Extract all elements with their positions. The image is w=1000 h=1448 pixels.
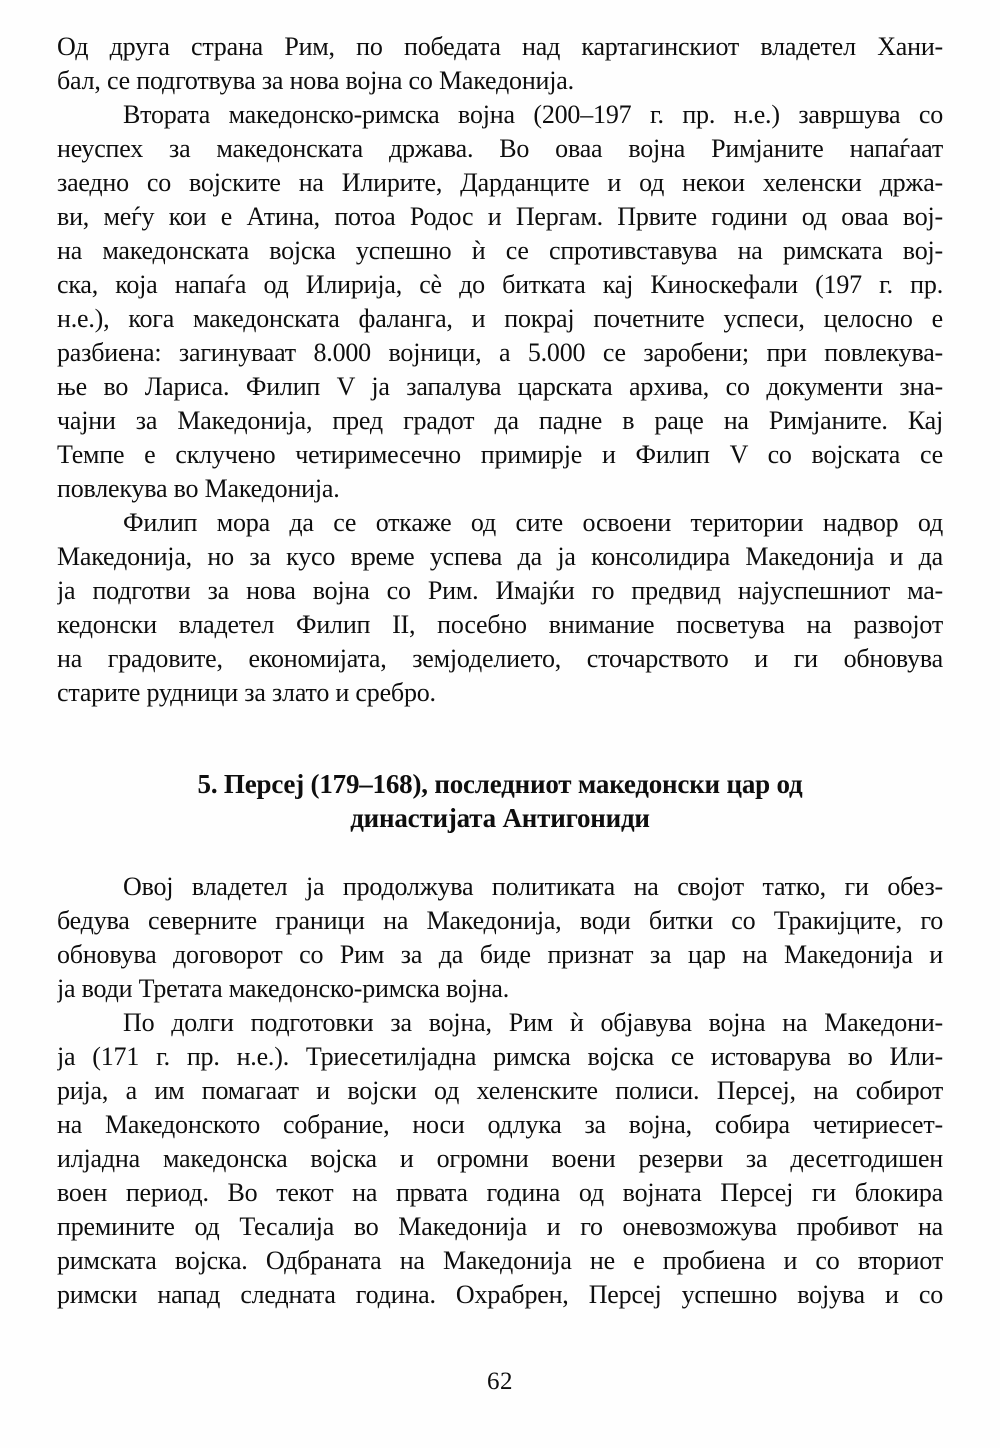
- text-line: на градовите, економијата, земјоделието, сточарството и ги обновува: [57, 644, 943, 673]
- text-line: илјадна македонска војска и огромни воени резерви за десетгодишен: [57, 1144, 943, 1173]
- text-line: ја (171 г. пр. н.е.). Триесетилјадна римска војска се истоварува во Или-: [57, 1042, 943, 1071]
- paragraph: [57, 506, 943, 710]
- text-line: Филип мора да се откаже од сите освоени територии надвор од: [123, 508, 943, 537]
- text-line: премините од Тесалија во Македонија и го оневозможува пробивот на: [57, 1212, 943, 1241]
- text-line: рија, а им помагаат и војски од хеленските полиси. Персеј, на собирот: [57, 1076, 943, 1105]
- text-line: н.е.), кога македонската фаланга, и покрај почетните успеси, целосно е: [57, 304, 943, 333]
- page-content: [57, 30, 943, 1312]
- text-line: ја води Третата македонско-римска војна.: [57, 974, 510, 1003]
- text-line: на македонската војска успешно ѝ се спротивставува на римската вој-: [57, 236, 943, 265]
- text-line: кедонски владетел Филип II, посебно внимание посветува на развојот: [57, 610, 943, 639]
- text-line: ње во Лариса. Филип V ја запалува царската архива, со документи зна-: [57, 372, 943, 401]
- text-line: заедно со војските на Илирите, Дарданците и од некои хеленски држа-: [57, 168, 943, 197]
- text-line: ви, меѓу кои е Атина, потоа Родос и Пергам. Првите години од оваа вој-: [57, 202, 943, 231]
- text-line: чајни за Македонија, пред градот да падне в раце на Римјаните. Кај: [57, 406, 943, 435]
- text-line: обновува договорот со Рим за да биде признат за цар на Македонија и: [57, 940, 943, 969]
- text-line: Втората македонско-римска војна (200–197 г. пр. н.е.) завршува со: [123, 100, 943, 129]
- text-line: старите рудници за злато и сребро.: [57, 678, 436, 707]
- text-line: бал, се подготвува за нова војна со Македонија.: [57, 66, 574, 95]
- text-line: Темпе е склучено четиримесечно примирје и Филип V со војската се: [57, 440, 943, 469]
- text-line: Овој владетел ја продолжува политиката на својот татко, ги обез-: [123, 872, 943, 901]
- page-number: 62: [487, 1368, 513, 1395]
- text-line: римски напад следната година. Охрабрен, Персеј успешно војува и со: [57, 1280, 943, 1309]
- text-line: ја подготви за нова војна со Рим. Имајќи го предвид најуспешниот ма-: [57, 576, 943, 605]
- heading-line: 5. Персеј (179–168), последниот македонски цар од: [197, 769, 803, 799]
- text-line: Македонија, но за кусо време успева да ја консолидира Македонија и да: [57, 542, 943, 571]
- text-line: римската војска. Одбраната на Македонија не е пробиена и со вториот: [57, 1246, 943, 1275]
- text-line: воен период. Во текот на првата година од војната Персеј ги блокира: [57, 1178, 943, 1207]
- text-line: ска, која напаѓа од Илирија, сè до битката кај Киноскефали (197 г. пр.: [57, 270, 943, 299]
- text-line: неуспех за македонската држава. Во оваа војна Римјаните напаѓаат: [57, 134, 943, 163]
- text-line: По долги подготовки за војна, Рим ѝ објавува војна на Македони-: [123, 1008, 943, 1037]
- paragraph: [57, 30, 943, 98]
- paragraph: [57, 98, 943, 506]
- section-heading: [57, 767, 943, 835]
- paragraph: [57, 870, 943, 1006]
- paragraph: [57, 1006, 943, 1312]
- text-line: на Македонското собрание, носи одлука за војна, собира четириесет-: [57, 1110, 943, 1139]
- text-line: бедува северните граници на Македонија, води битки со Тракијците, го: [57, 906, 943, 935]
- heading-line: династијата Антигониди: [350, 803, 650, 833]
- text-line: повлекува во Македонија.: [57, 474, 340, 503]
- text-line: разбиена: загинуваат 8.000 војници, а 5.000 се заробени; при повлекува-: [57, 338, 943, 367]
- text-line: Од друга страна Рим, по победата над картагинскиот владетел Хани-: [57, 32, 943, 61]
